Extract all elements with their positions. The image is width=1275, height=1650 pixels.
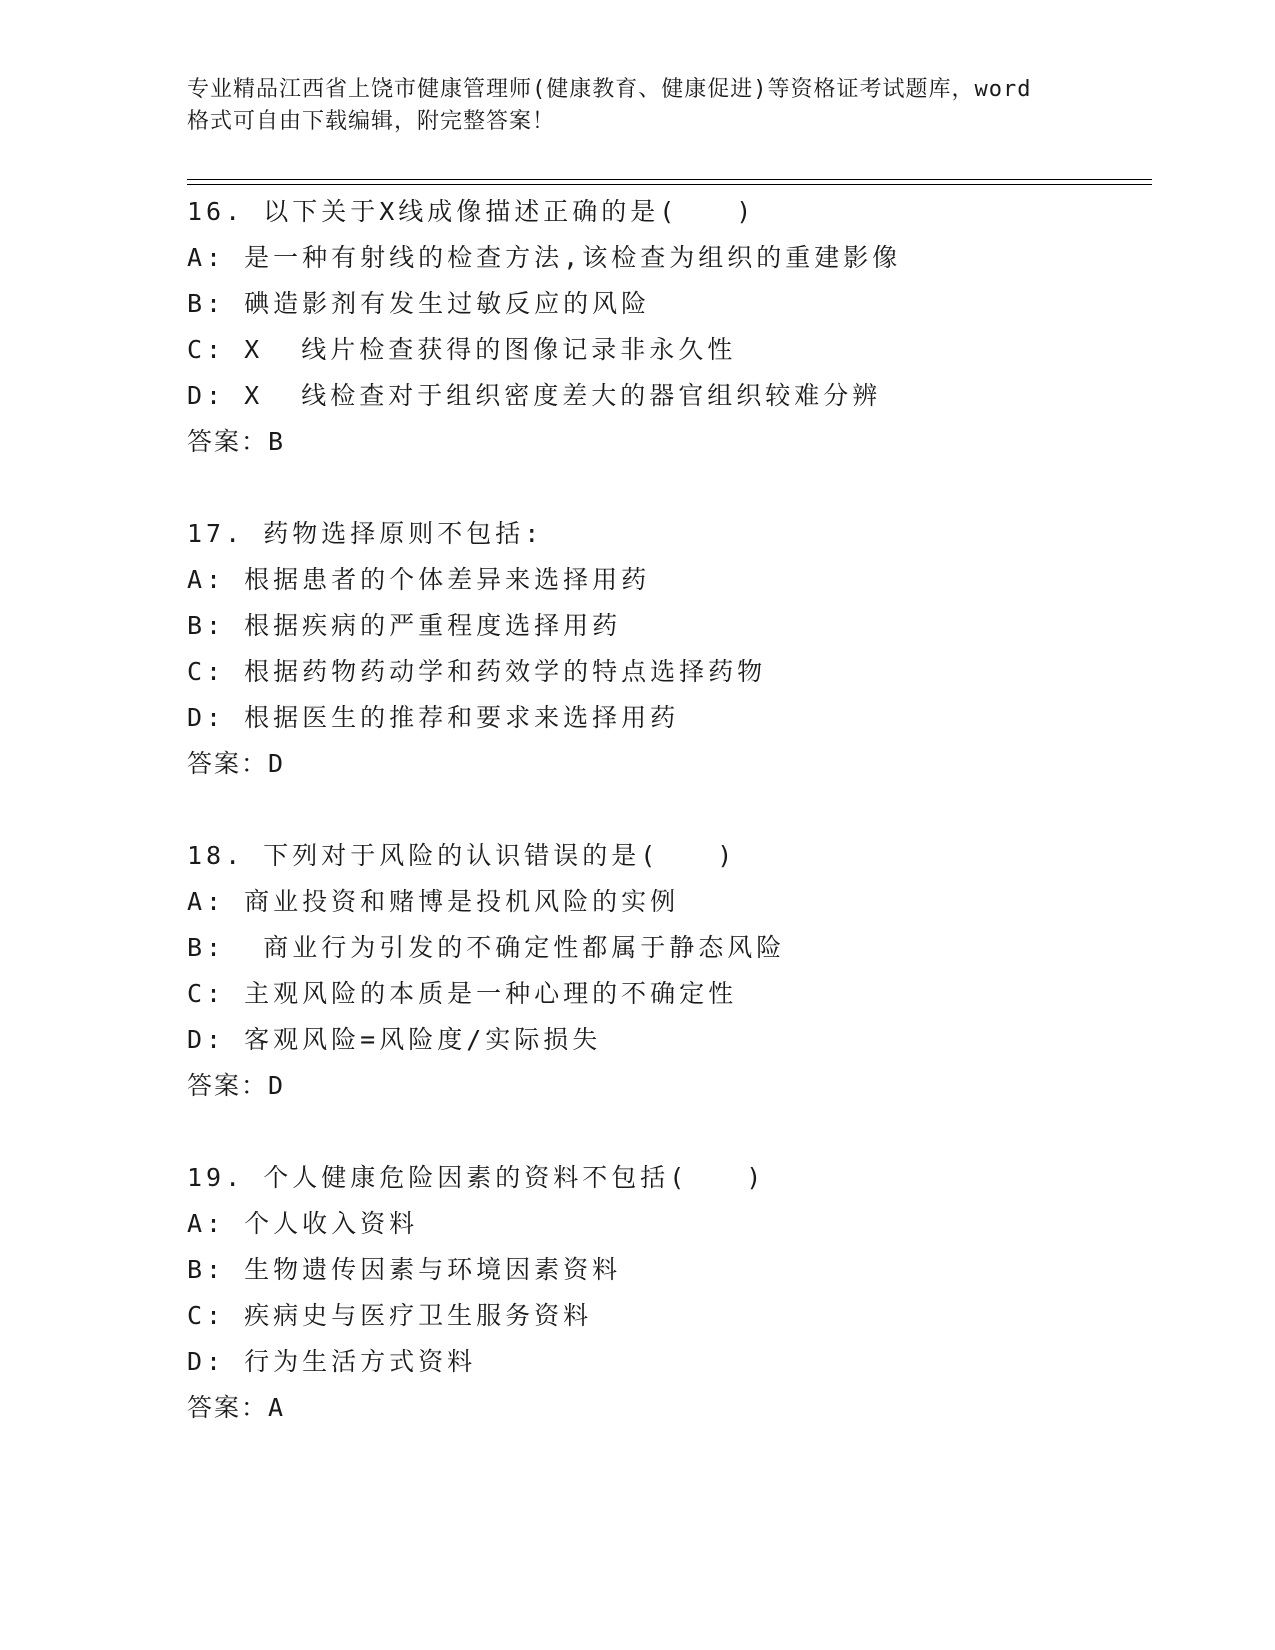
option-b: B: 碘造影剂有发生过敏反应的风险 [187,289,651,318]
answer-line: 答案：B [187,427,286,456]
option-d: D: 客观风险=风险度/实际损失 [187,1025,602,1054]
option-d: D: X 线检查对于组织密度差大的器官组织较难分辨 [187,381,882,410]
question-16 [187,189,1152,465]
option-c: C: 根据药物药动学和药效学的特点选择药物 [187,657,767,686]
option-b: B: 生物遗传因素与环境因素资料 [187,1255,622,1284]
option-d: D: 行为生活方式资料 [187,1347,477,1376]
question-17 [187,511,1152,787]
answer-line: 答案：A [187,1393,286,1422]
option-c: C: 疾病史与医疗卫生服务资料 [187,1301,593,1330]
option-a: A: 是一种有射线的检查方法,该检查为组织的重建影像 [187,243,902,272]
answer-line: 答案：D [187,749,286,778]
answer-line: 答案：D [187,1071,286,1100]
document-header [187,74,1087,138]
question-stem: 16. 以下关于X线成像描述正确的是( ) [187,197,756,226]
question-stem: 18. 下列对于风险的认识错误的是( ) [187,841,737,870]
option-a: A: 个人收入资料 [187,1209,419,1238]
header-line-1: 专业精品江西省上饶市健康管理师(健康教育、健康促进)等资格证考试题库，word [187,77,1032,102]
option-c: C: X 线片检查获得的图像记录非永久性 [187,335,737,364]
header-divider-top [187,179,1152,180]
question-list [187,189,1152,1477]
option-d: D: 根据医生的推荐和要求来选择用药 [187,703,680,732]
option-a: A: 根据患者的个体差异来选择用药 [187,565,651,594]
option-b: B: 根据疾病的严重程度选择用药 [187,611,622,640]
header-divider-bottom [187,184,1152,185]
question-19 [187,1155,1152,1431]
option-b: B: 商业行为引发的不确定性都属于静态风险 [187,933,786,962]
question-18 [187,833,1152,1109]
header-line-2: 格式可自由下载编辑，附完整答案！ [187,109,556,134]
option-a: A: 商业投资和赌博是投机风险的实例 [187,887,680,916]
question-stem: 17. 药物选择原则不包括: [187,519,544,548]
option-c: C: 主观风险的本质是一种心理的不确定性 [187,979,738,1008]
question-stem: 19. 个人健康危险因素的资料不包括( ) [187,1163,766,1192]
